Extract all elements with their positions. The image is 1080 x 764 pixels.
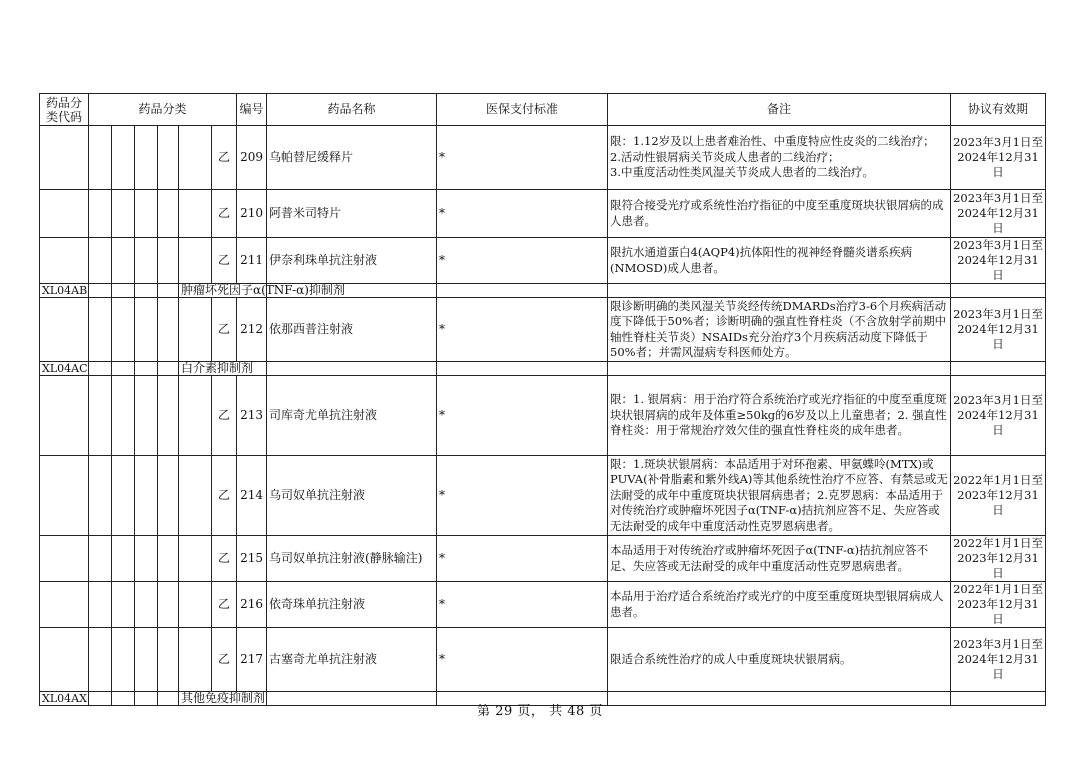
drug-name: 古塞奇尤单抗注射液 [267,628,437,692]
drug-row [40,582,1046,628]
empty-cell [89,126,112,190]
drug-row [40,238,1046,284]
drug-number: 214 [237,456,267,536]
empty-cell [437,362,608,376]
empty-cell [267,362,437,376]
drug-name: 依奇珠单抗注射液 [267,582,437,628]
empty-cell [40,298,89,362]
empty-cell [179,536,212,582]
empty-cell [179,376,212,456]
empty-cell [608,362,951,376]
empty-cell [179,190,212,238]
drug-number: 209 [237,126,267,190]
drug-number: 217 [237,628,267,692]
validity-period: 2022年1月1日至 2023年12月31日 [951,536,1046,582]
empty-cell [135,126,158,190]
empty-cell [112,284,135,298]
header-validity: 协议有效期 [951,94,1046,126]
drug-row [40,536,1046,582]
empty-cell [89,628,112,692]
empty-cell [40,582,89,628]
header-number: 编号 [237,94,267,126]
empty-cell [135,582,158,628]
drug-note: 限：1. 银屑病：用于治疗符合系统治疗或光疗指征的中度至重度斑块状银屑病的成年及体重≥50kg的6岁及以上儿童患者；2. 强直性脊柱炎：用于常规治疗效欠佳的强直性脊柱炎的成年患者。 [608,376,951,456]
empty-cell [89,376,112,456]
header-code: 药品分 类代码 [40,94,89,126]
drug-note: 限抗水通道蛋白4(AQP4)抗体阳性的视神经脊髓炎谱系疾病(NMOSD)成人患者。 [608,238,951,284]
drug-name: 乌帕替尼缓释片 [267,126,437,190]
validity-period: 2023年3月1日至 2024年12月31日 [951,190,1046,238]
category-label: 肿瘤坏死因子α(TNF-α)抑制剂 [179,284,267,298]
empty-cell [158,126,179,190]
empty-cell [112,362,135,376]
empty-cell [135,284,158,298]
empty-cell [158,536,179,582]
empty-cell [179,298,212,362]
empty-cell [179,628,212,692]
validity-period: 2023年3月1日至 2024年12月31日 [951,298,1046,362]
category-code: XL04AC [40,362,89,376]
drug-note: 限符合接受光疗或系统性治疗指征的中度至重度斑块状银屑病的成人患者。 [608,190,951,238]
empty-cell [112,190,135,238]
empty-cell [135,456,158,536]
empty-cell [608,284,951,298]
empty-cell [89,190,112,238]
empty-cell [158,238,179,284]
empty-cell [112,126,135,190]
table-header-row [40,94,1046,126]
header-name: 药品名称 [267,94,437,126]
drug-grade: 乙 [212,456,237,536]
header-standard: 医保支付标准 [437,94,608,126]
empty-cell [112,376,135,456]
empty-cell [179,238,212,284]
empty-cell [179,582,212,628]
empty-cell [40,628,89,692]
category-row [40,362,1046,376]
empty-cell [135,190,158,238]
validity-period: 2022年1月1日至 2023年12月31日 [951,582,1046,628]
drug-number: 210 [237,190,267,238]
header-note: 备注 [608,94,951,126]
empty-cell [89,284,112,298]
drug-name: 乌司奴单抗注射液 [267,456,437,536]
drug-row [40,628,1046,692]
payment-standard: * [437,536,608,582]
payment-standard: * [437,628,608,692]
empty-cell [112,456,135,536]
drug-grade: 乙 [212,628,237,692]
drug-name: 乌司奴单抗注射液(静脉输注) [267,536,437,582]
drug-grade: 乙 [212,298,237,362]
empty-cell [40,376,89,456]
drug-number: 213 [237,376,267,456]
empty-cell [951,284,1046,298]
category-label: 白介素抑制剂 [179,362,267,376]
empty-cell [135,628,158,692]
empty-cell [135,376,158,456]
drug-row [40,376,1046,456]
empty-cell [89,582,112,628]
validity-period: 2023年3月1日至 2024年12月31日 [951,126,1046,190]
category-row [40,284,1046,298]
empty-cell [89,362,112,376]
empty-cell [158,298,179,362]
drug-number: 212 [237,298,267,362]
category-code: XL04AB [40,284,89,298]
payment-standard: * [437,238,608,284]
drug-row [40,298,1046,362]
empty-cell [135,298,158,362]
empty-cell [158,376,179,456]
drug-note: 限：1.12岁及以上患者难治性、中重度特应性皮炎的二线治疗； 2.活动性银屑病关节炎成人患者的二线治疗； 3.中重度活动性类风湿关节炎成人患者的二线治疗。 [608,126,951,190]
empty-cell [89,238,112,284]
payment-standard: * [437,376,608,456]
empty-cell [112,628,135,692]
empty-cell [158,582,179,628]
validity-period: 2022年1月1日至 2023年12月31日 [951,456,1046,536]
drug-catalog-table [39,93,1046,706]
validity-period: 2023年3月1日至 2024年12月31日 [951,628,1046,692]
drug-note: 限适合系统性治疗的成人中重度斑块状银屑病。 [608,628,951,692]
empty-cell [135,536,158,582]
payment-standard: * [437,298,608,362]
category-code: XL04AX [40,692,89,706]
drug-number: 211 [237,238,267,284]
empty-cell [112,536,135,582]
empty-cell [89,456,112,536]
validity-period: 2023年3月1日至 2024年12月31日 [951,238,1046,284]
empty-cell [135,238,158,284]
payment-standard: * [437,456,608,536]
drug-grade: 乙 [212,126,237,190]
drug-name: 司库奇尤单抗注射液 [267,376,437,456]
drug-name: 阿普米司特片 [267,190,437,238]
drug-name: 伊奈利珠单抗注射液 [267,238,437,284]
empty-cell [158,456,179,536]
empty-cell [40,126,89,190]
payment-standard: * [437,126,608,190]
empty-cell [40,190,89,238]
validity-period: 2023年3月1日至 2024年12月31日 [951,376,1046,456]
empty-cell [158,284,179,298]
header-category: 药品分类 [89,94,237,126]
payment-standard: * [437,582,608,628]
empty-cell [112,238,135,284]
empty-cell [40,536,89,582]
drug-grade: 乙 [212,582,237,628]
drug-row [40,190,1046,238]
empty-cell [158,628,179,692]
empty-cell [40,456,89,536]
empty-cell [40,238,89,284]
empty-cell [112,298,135,362]
empty-cell [951,362,1046,376]
empty-cell [135,362,158,376]
empty-cell [158,190,179,238]
drug-grade: 乙 [212,376,237,456]
empty-cell [112,582,135,628]
payment-standard: * [437,190,608,238]
drug-note: 本品适用于对传统治疗或肿瘤坏死因子α(TNF-α)拮抗剂应答不足、失应答或无法耐受的成年中重度活动性克罗恩病患者。 [608,536,951,582]
empty-cell [89,298,112,362]
drug-row [40,126,1046,190]
drug-note: 限诊断明确的类风湿关节炎经传统DMARDs治疗3-6个月疾病活动度下降低于50%者；诊断明确的强直性脊柱炎（不含放射学前期中轴性脊柱关节炎）NSAIDs充分治疗3个月疾病活动度下降低于50%者；并需风湿病专科医师处方。 [608,298,951,362]
drug-note: 限：1.斑块状银屑病：本品适用于对环孢素、甲氨蝶呤(MTX)或PUVA(补骨脂素和紫外线A)等其他系统性治疗不应答、有禁忌或无法耐受的成年中重度斑块状银屑病患者；2.克罗恩病：本品适用于对传统治疗或肿瘤坏死因子α(TNF-α)拮抗剂应答不足、失应答或无法耐受的成年中重度活动性克罗恩病患者。 [608,456,951,536]
category-label: 其他免疫抑制剂 [179,692,267,706]
drug-row [40,456,1046,536]
drug-grade: 乙 [212,536,237,582]
drug-grade: 乙 [212,238,237,284]
empty-cell [158,362,179,376]
empty-cell [179,126,212,190]
empty-cell [179,456,212,536]
empty-cell [89,536,112,582]
table-body [40,126,1046,706]
empty-cell [437,284,608,298]
drug-grade: 乙 [212,190,237,238]
drug-name: 依那西普注射液 [267,298,437,362]
drug-number: 216 [237,582,267,628]
drug-number: 215 [237,536,267,582]
drug-note: 本品用于治疗适合系统治疗或光疗的中度至重度斑块型银屑病成人患者。 [608,582,951,628]
page-footer: 第 29 页， 共 48 页 [477,704,603,719]
